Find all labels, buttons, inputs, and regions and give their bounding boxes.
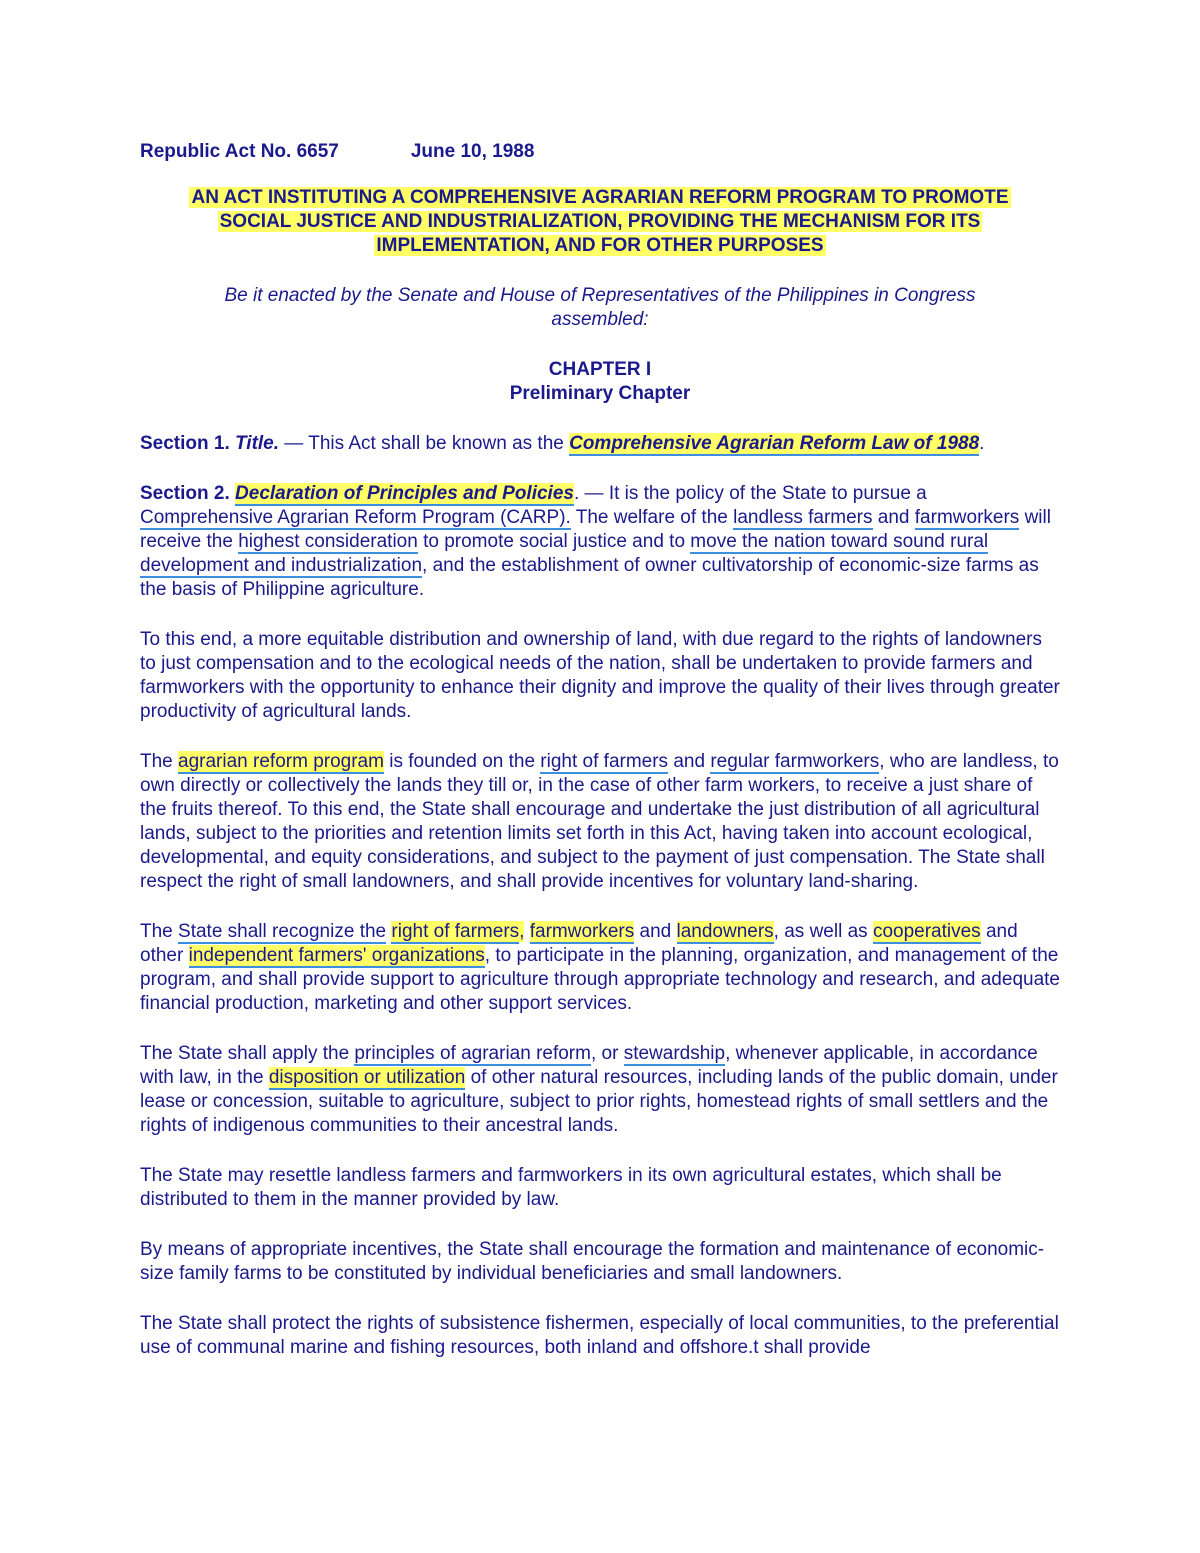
text-run: and	[634, 921, 677, 942]
text-run	[524, 921, 529, 942]
text-run: , who are landless, to own directly or collectively the lands they till or, in the case of other farm workers, to receive a just share of the fruits thereof. To this end, the State shall encourage and undertake the just distribution of all agricultural lands, subject to the priorities and retention limits set forth in this Act, having taken into account ecological, developmental, and equity considerations, and subject to the payment of just compensation. The State shall respect the right of small landowners, and shall provide incentives for voluntary land-sharing.	[140, 751, 1059, 892]
text-run: The State shall apply the	[140, 1043, 355, 1064]
text-run: of other natural resources, including lands of the public domain, under lease or concession, suitable to agriculture, subject to prior rights, homestead rights of small settlers and the rights of indigenous communities to their ancestral lands.	[140, 1067, 1058, 1136]
text-run: The	[140, 921, 179, 942]
text-run: and other	[140, 921, 1018, 966]
text-run: The welfare of the	[570, 507, 734, 528]
highest-consideration-underline: highest consideration	[238, 531, 418, 552]
section-1-text: — This Act shall be known as the	[279, 433, 570, 454]
act-title-line-2: SOCIAL JUSTICE AND INDUSTRIALIZATION, PROVIDING THE MECHANISM FOR ITS	[219, 211, 981, 232]
carp-underline: Comprehensive Agrarian Reform Program (CARP).	[140, 507, 571, 528]
act-number: Republic Act No. 6657	[140, 141, 339, 162]
text-run: , or	[590, 1043, 624, 1064]
section-2-label: Section 2.	[140, 483, 230, 504]
section-2-paragraph-3	[140, 750, 1060, 894]
chapter-number: CHAPTER I	[548, 359, 652, 380]
text-run: ,	[519, 921, 525, 942]
text-run: to promote social justice and to	[417, 531, 691, 552]
text-run: . — It is the policy of the State to pursue a	[573, 483, 927, 504]
section-2-paragraph-1	[140, 482, 1060, 602]
act-date: June 10, 1988	[410, 141, 535, 162]
section-2-paragraph-8: The State shall protect the rights of subsistence fishermen, especially of local communities, to the preferential use of communal marine and fishing resources, both inland and offshore.t shall provide	[140, 1313, 1059, 1358]
chapter-heading	[140, 358, 1060, 406]
act-title	[140, 186, 1060, 258]
farmworkers-underline: farmworkers	[914, 507, 1020, 528]
section-2-paragraph-4	[140, 920, 1060, 1016]
right-of-farmers-underline: right of farmers	[540, 751, 669, 772]
agrarian-reform-program-highlight: agrarian reform program	[178, 751, 384, 772]
text-run: will receive the	[140, 507, 1051, 552]
law-name-highlight: Comprehensive Agrarian Reform Law of 1988	[569, 433, 980, 454]
text-run: , as well as	[773, 921, 873, 942]
section-1	[140, 432, 1060, 456]
landowners-highlight: landowners	[676, 921, 774, 942]
section-2-paragraph-7: By means of appropriate incentives, the State shall encourage the formation and maintenance of economic-size family farms to be constituted by individual beneficiaries and small landowners.	[140, 1239, 1045, 1284]
act-title-line-1: AN ACT INSTITUTING A COMPREHENSIVE AGRARIAN REFORM PROGRAM TO PROMOTE	[191, 187, 1009, 208]
move-the-nation-underline: move the nation toward sound rural development and industrialization	[140, 531, 989, 576]
section-1-end: .	[979, 433, 985, 454]
document-header	[140, 140, 1060, 164]
right-of-farmers-highlight: right of farmers	[391, 921, 520, 942]
text-run: and	[668, 751, 711, 772]
disposition-highlight: disposition or utilization	[268, 1067, 466, 1088]
text-run: , to participate in the planning, organization, and management of the program, and shall provide support to agriculture through appropriate technology and research, and adequate financial production, marketing and other support services.	[140, 945, 1060, 1014]
independent-orgs-highlight: independent farmers' organizations	[188, 945, 485, 966]
principles-underline: principles of agrarian reform	[354, 1043, 591, 1064]
section-1-label: Section 1.	[140, 433, 230, 454]
document-page	[140, 140, 1060, 1386]
stewardship-underline: stewardship	[623, 1043, 726, 1064]
text-run: and	[872, 507, 915, 528]
act-title-line-3: IMPLEMENTATION, AND FOR OTHER PURPOSES	[376, 235, 824, 256]
section-2-heading: Declaration of Principles and Policies	[235, 483, 574, 504]
text-run: is founded on the	[383, 751, 541, 772]
landless-farmers-underline: landless farmers	[733, 507, 873, 528]
chapter-name: Preliminary Chapter	[509, 383, 691, 404]
enacting-clause: Be it enacted by the Senate and House of Representatives of the Philippines in Congress assembled:	[224, 285, 976, 330]
regular-farmworkers-underline: regular farmworkers	[710, 751, 880, 772]
text-run: , and the establishment of owner cultivatorship of economic-size farms as the basis of Philippine agriculture.	[140, 555, 1039, 600]
section-2-paragraph-6: The State may resettle landless farmers and farmworkers in its own agricultural estates, which shall be distributed to them in the manner provided by law.	[140, 1165, 1002, 1210]
section-2-paragraph-2: To this end, a more equitable distribution and ownership of land, with due regard to the rights of landowners to just compensation and to the ecological needs of the nation, shall be undertaken to provide farmers and farmworkers with the opportunity to enhance their dignity and improve the quality of their lives through greater productivity of agricultural lands.	[140, 629, 1060, 722]
text-run: , whenever applicable, in accordance with law, in the	[140, 1043, 1038, 1088]
cooperatives-highlight: cooperatives	[872, 921, 981, 942]
farmworkers-highlight: farmworkers	[529, 921, 635, 942]
text-run: The	[140, 751, 179, 772]
section-1-heading: Title.	[235, 433, 280, 454]
section-2-paragraph-5	[140, 1042, 1060, 1138]
state-recognize-underline: State shall recognize the	[178, 921, 387, 942]
